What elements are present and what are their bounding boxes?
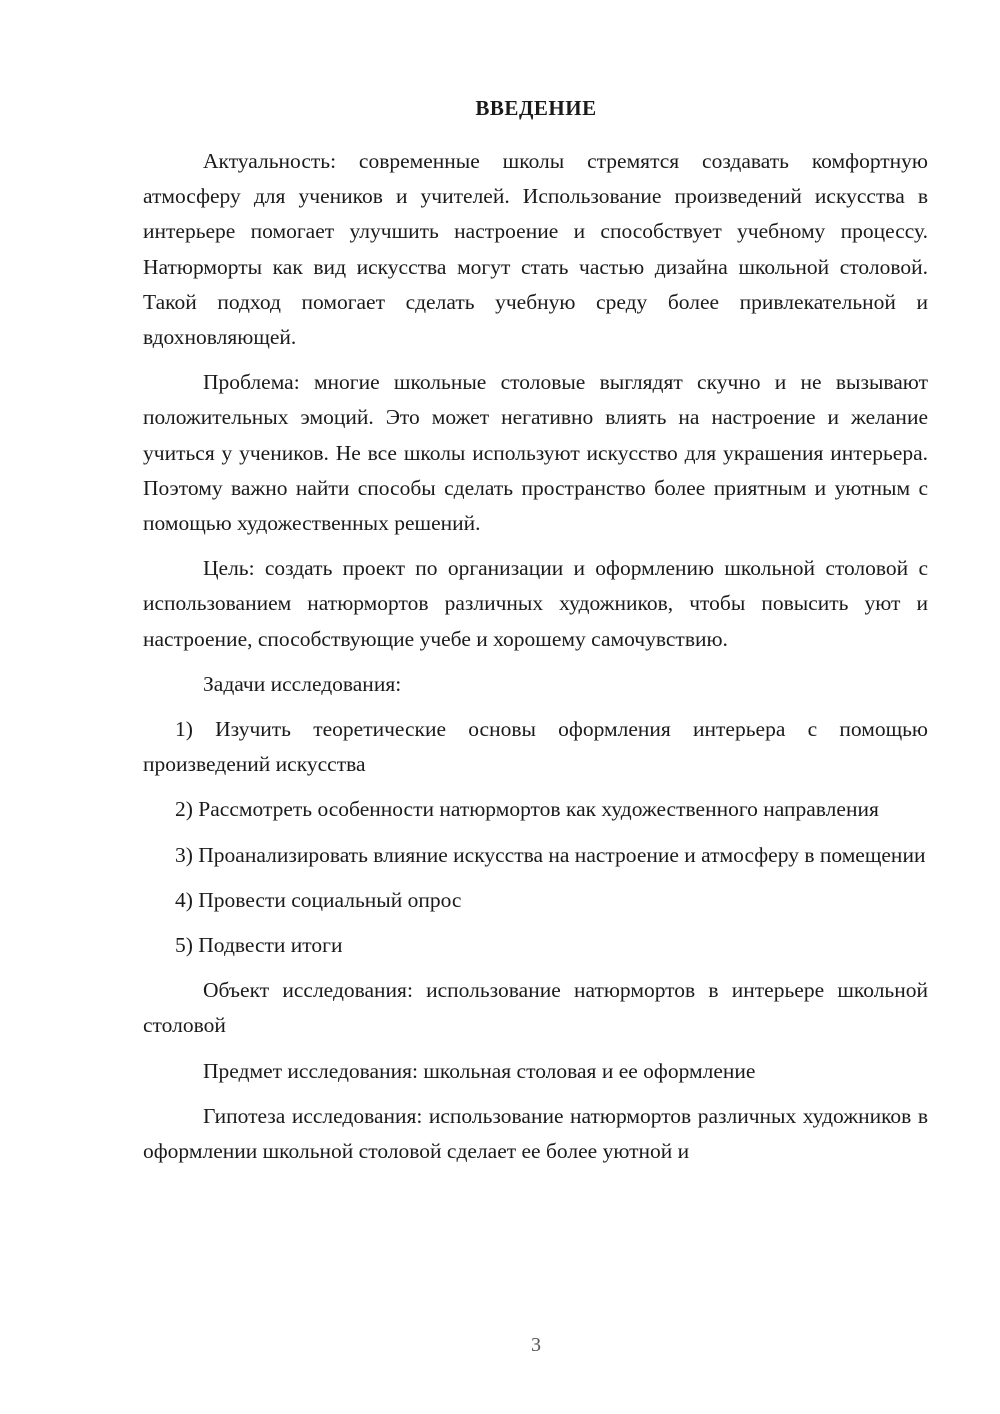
- paragraph-hypothesis: Гипотеза исследования: использование натюрмортов различных художников в оформлении школьной столовой сделает ее более уютной и: [143, 1103, 928, 1164]
- paragraph-relevance: Актуальность: современные школы стремятся создавать комфортную атмосферу для учеников и учителей. Использование произведений искусства в интерьере помогает улучшить настроение и способствует учебному процессу. Натюрморты как вид искусства могут стать частью дизайна школьной столовой. Такой подход помогает сделать учебную среду более привлекательной и вдохновляющей.: [143, 149, 928, 350]
- paragraph-goal: Цель: создать проект по организации и оформлению школьной столовой с использованием натюрмортов различных художников, чтобы повысить уют и настроение, способствующие учебе и хорошему самочувствию.: [143, 556, 928, 651]
- page-number: 3: [531, 1334, 541, 1356]
- page-bottom-margin: [0, 1310, 1000, 1330]
- document-body: [143, 144, 928, 1169]
- task-item-5: 5) Подвести итоги: [175, 933, 343, 958]
- paragraph-problem: Проблема: многие школьные столовые выглядят скучно и не вызывают положительных эмоций. Это может негативно влиять на настроение и желание учиться у учеников. Не все школы используют искусство для украшения интерьера. Поэтому важно найти способы сделать пространство более приятным и уютным с помощью художественных решений.: [143, 370, 928, 536]
- task-item-4: 4) Провести социальный опрос: [175, 887, 462, 912]
- task-item-1: 1) Изучить теоретические основы оформления интерьера с помощью произведений искусства: [143, 717, 928, 777]
- task-item-3: 3) Проанализировать влияние искусства на настроение и атмосферу в помещении: [175, 842, 926, 867]
- paragraph-subject: Предмет исследования: школьная столовая и ее оформление: [203, 1058, 756, 1083]
- task-item-2: 2) Рассмотреть особенности натюрмортов как художественного направления: [175, 797, 879, 822]
- paragraph-object: Объект исследования: использование натюрмортов в интерьере школьной столовой: [143, 978, 928, 1038]
- page-title: ВВЕДЕНИЕ: [475, 96, 597, 120]
- tasks-heading: Задачи исследования:: [203, 671, 402, 696]
